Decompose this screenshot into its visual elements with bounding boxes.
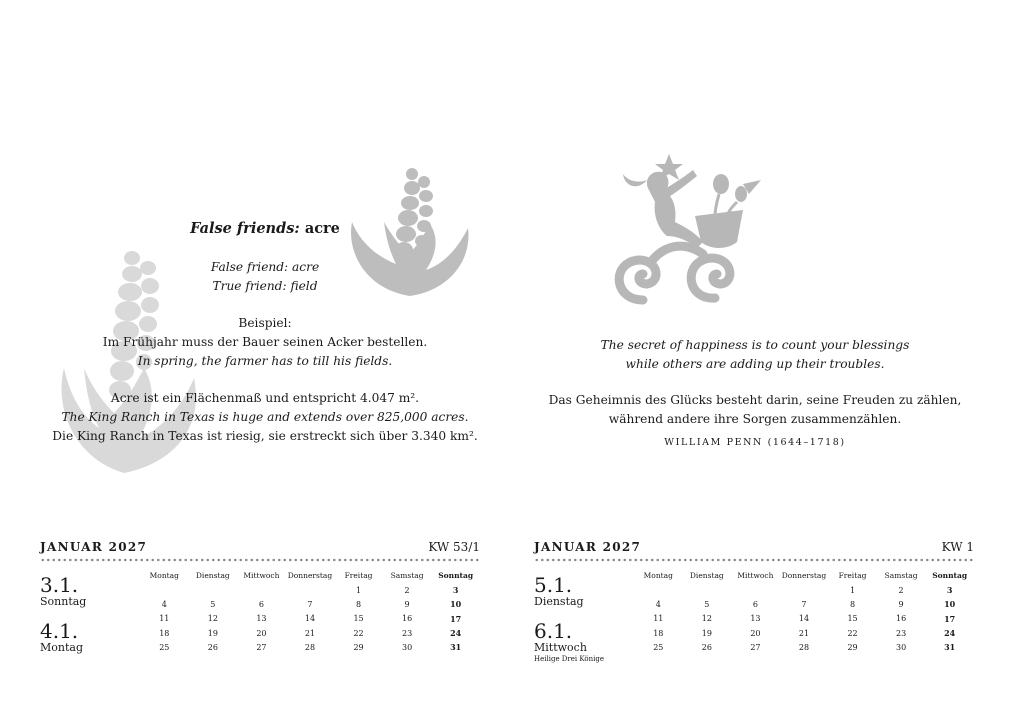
quote-english-line-1: The secret of happiness is to count your blessings — [600, 338, 910, 352]
calendar-day — [534, 574, 634, 620]
day-weekday: Mittwoch — [534, 641, 587, 654]
calendar-day — [534, 620, 634, 666]
date-cell: 16 — [402, 614, 413, 624]
calendar-block-left — [40, 538, 480, 654]
date-cell — [189, 583, 238, 597]
date-cell: 28 — [798, 642, 810, 652]
date-cell: 10 — [944, 599, 956, 610]
calendar-week-number: KW 53/1 — [428, 540, 480, 554]
date-cell: 16 — [896, 614, 907, 624]
date-cell: 29 — [847, 642, 858, 652]
weekday-header: Mittwoch — [243, 571, 280, 580]
week-row — [140, 597, 480, 611]
weekday-header: Freitag — [344, 571, 373, 580]
date-cell — [140, 583, 189, 597]
date-cell: 30 — [402, 642, 413, 652]
date-cell: 27 — [750, 642, 761, 652]
left-heading-word: acre — [304, 220, 340, 237]
cyclist-with-flowers-icon — [603, 150, 773, 320]
week-row — [634, 583, 974, 597]
left-text-line: Im Frühjahr muss der Bauer seinen Acker bestellen. — [102, 335, 428, 349]
left-text-line: Acre ist ein Flächenmaß und entspricht 4.047 m². — [110, 391, 420, 405]
weekday-header: Sonntag — [438, 571, 474, 580]
calendar-month: JANUAR 2027 — [534, 540, 642, 554]
date-cell: 26 — [701, 642, 712, 652]
date-cell: 19 — [207, 628, 218, 638]
quote-author: WILLIAM PENN (1644–1718) — [664, 437, 846, 448]
date-cell — [731, 583, 780, 597]
day-date: 4.1. — [40, 619, 79, 643]
left-text-line: In spring, the farmer has to till his fields. — [137, 354, 393, 368]
weekday-header: Freitag — [838, 571, 867, 580]
calendar-day — [40, 620, 140, 666]
date-cell: 12 — [207, 614, 218, 624]
week-row — [140, 640, 480, 654]
date-cell — [634, 583, 683, 597]
week-row — [634, 640, 974, 654]
date-cell: 8 — [849, 599, 856, 609]
left-text-line: Die King Ranch in Texas ist riesig, sie erstreckt sich über 3.340 km². — [52, 429, 478, 443]
date-cell: 22 — [353, 628, 364, 638]
weekday-header: Montag — [643, 571, 673, 580]
date-cell: 6 — [258, 599, 264, 609]
mini-month-table — [140, 568, 480, 654]
date-cell: 9 — [404, 599, 410, 609]
date-cell — [683, 583, 732, 597]
date-cell: 1 — [355, 585, 362, 595]
quote-english-line-2: while others are adding up their troubles. — [625, 357, 885, 371]
week-row — [634, 626, 974, 640]
date-cell: 24 — [944, 628, 956, 639]
date-cell: 10 — [450, 599, 462, 610]
weekday-header: Dienstag — [195, 571, 230, 580]
date-cell: 15 — [847, 614, 858, 624]
date-cell: 3 — [946, 585, 953, 596]
weekday-header: Sonntag — [932, 571, 968, 580]
weekday-header: Samstag — [884, 571, 918, 580]
date-cell: 31 — [450, 642, 462, 653]
date-cell: 7 — [801, 599, 807, 609]
left-text-line: True friend: field — [212, 279, 318, 293]
calendar-day — [40, 574, 140, 620]
date-cell: 22 — [847, 628, 858, 638]
date-cell — [237, 583, 286, 597]
calendar-week-number: KW 1 — [941, 540, 974, 554]
date-cell: 17 — [944, 613, 956, 624]
left-heading-label: False friends: — [190, 220, 300, 237]
left-text-block — [40, 258, 490, 446]
day-weekday: Sonntag — [40, 595, 87, 608]
week-row — [634, 597, 974, 611]
day-weekday: Montag — [40, 641, 83, 654]
date-cell: 25 — [653, 642, 664, 652]
date-cell: 1 — [849, 585, 856, 595]
date-cell: 30 — [896, 642, 907, 652]
spacer — [40, 371, 490, 389]
left-text-line: The King Ranch in Texas is huge and extends over 825,000 acres. — [61, 410, 469, 424]
dotted-divider — [40, 557, 480, 563]
date-cell: 15 — [353, 614, 364, 624]
date-cell: 27 — [256, 642, 267, 652]
date-cell: 21 — [304, 628, 316, 638]
date-cell: 13 — [256, 614, 267, 624]
spacer — [40, 296, 490, 314]
weekday-header: Dienstag — [689, 571, 724, 580]
date-cell: 4 — [655, 599, 661, 609]
left-heading — [130, 220, 400, 237]
date-cell: 14 — [304, 614, 316, 624]
calendar-header — [534, 538, 974, 556]
calendar-day-list — [40, 574, 140, 666]
weekday-header: Montag — [149, 571, 179, 580]
day-date: 5.1. — [534, 573, 573, 597]
left-text-line: False friend: acre — [210, 260, 320, 274]
day-date: 6.1. — [534, 619, 573, 643]
dotted-divider — [534, 557, 974, 563]
calendar-block-right — [534, 538, 974, 663]
date-cell: 20 — [750, 628, 761, 638]
date-cell: 11 — [653, 614, 664, 624]
date-cell: 9 — [898, 599, 904, 609]
date-cell: 2 — [404, 585, 410, 595]
date-cell: 12 — [701, 614, 712, 624]
date-cell: 5 — [210, 599, 216, 609]
right-quote-block — [545, 336, 965, 452]
date-cell: 24 — [450, 628, 462, 639]
quote-german-line-2: während andere ihre Sorgen zusammenzählen. — [608, 412, 902, 426]
calendar-month: JANUAR 2027 — [40, 540, 148, 554]
week-row — [140, 626, 480, 640]
date-cell: 7 — [307, 599, 313, 609]
date-cell: 19 — [701, 628, 712, 638]
week-row — [140, 583, 480, 597]
date-cell: 21 — [798, 628, 810, 638]
date-cell: 18 — [653, 628, 664, 638]
date-cell: 20 — [256, 628, 267, 638]
day-weekday: Dienstag — [534, 595, 584, 608]
week-row — [634, 612, 974, 626]
date-cell — [780, 583, 829, 597]
calendar-header — [40, 538, 480, 556]
calendar-day-list — [534, 574, 634, 666]
date-cell: 4 — [161, 599, 167, 609]
weekday-header: Mittwoch — [737, 571, 774, 580]
weekday-header: Donnerstag — [287, 571, 333, 580]
date-cell: 11 — [159, 614, 170, 624]
weekday-header: Samstag — [390, 571, 424, 580]
date-cell: 28 — [304, 642, 316, 652]
date-cell: 3 — [452, 585, 459, 596]
date-cell: 25 — [159, 642, 170, 652]
date-cell: 13 — [750, 614, 761, 624]
date-cell: 6 — [752, 599, 758, 609]
date-cell: 17 — [450, 613, 462, 624]
date-cell: 5 — [704, 599, 710, 609]
date-cell: 29 — [353, 642, 364, 652]
date-cell: 31 — [944, 642, 956, 653]
weekday-header: Donnerstag — [781, 571, 827, 580]
day-date: 3.1. — [40, 573, 79, 597]
mini-month-table — [634, 568, 974, 654]
left-text-line: Beispiel: — [238, 316, 292, 330]
date-cell: 23 — [896, 628, 907, 638]
date-cell: 23 — [402, 628, 413, 638]
date-cell — [286, 583, 335, 597]
date-cell: 26 — [207, 642, 218, 652]
quote-german-line-1: Das Geheimnis des Glücks besteht darin, seine Freuden zu zählen, — [548, 393, 962, 407]
date-cell: 14 — [798, 614, 810, 624]
date-cell: 8 — [355, 599, 362, 609]
date-cell: 18 — [159, 628, 170, 638]
date-cell: 2 — [898, 585, 904, 595]
week-row — [140, 612, 480, 626]
day-holiday: Heilige Drei Könige — [534, 655, 605, 663]
